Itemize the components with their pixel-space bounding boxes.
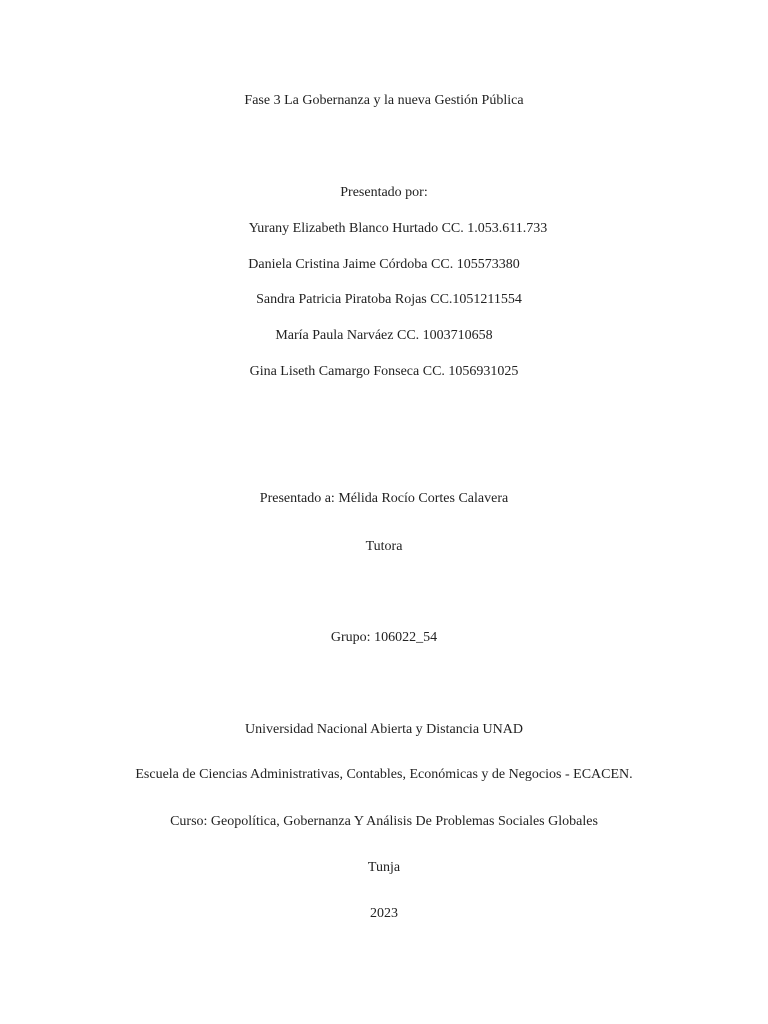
document-title: Fase 3 La Gobernanza y la nueva Gestión Pública	[244, 93, 524, 108]
author-name: Gina Liseth Camargo Fonseca CC. 1056931025	[249, 364, 519, 379]
author-name: María Paula Narváez CC. 1003710658	[275, 328, 493, 343]
group-number: Grupo: 106022_54	[330, 630, 438, 645]
university-name: Universidad Nacional Abierta y Distancia UNAD	[245, 722, 523, 737]
author-name: Yurany Elizabeth Blanco Hurtado CC. 1.053.611.733	[248, 221, 548, 236]
year: 2023	[370, 906, 398, 921]
presented-to: Presentado a: Mélida Rocío Cortes Calavera	[259, 491, 509, 506]
school-name: Escuela de Ciencias Administrativas, Contables, Económicas y de Negocios - ECACEN.	[135, 767, 633, 782]
course-name: Curso: Geopolítica, Gobernanza Y Análisis De Problemas Sociales Globales	[170, 814, 598, 829]
city: Tunja	[367, 860, 401, 875]
author-name: Daniela Cristina Jaime Córdoba CC. 105573380	[248, 257, 520, 272]
author-name: Sandra Patricia Piratoba Rojas CC.1051211554	[256, 292, 522, 307]
tutor-role: Tutora	[365, 539, 403, 554]
presented-by-label: Presentado por:	[340, 185, 428, 200]
